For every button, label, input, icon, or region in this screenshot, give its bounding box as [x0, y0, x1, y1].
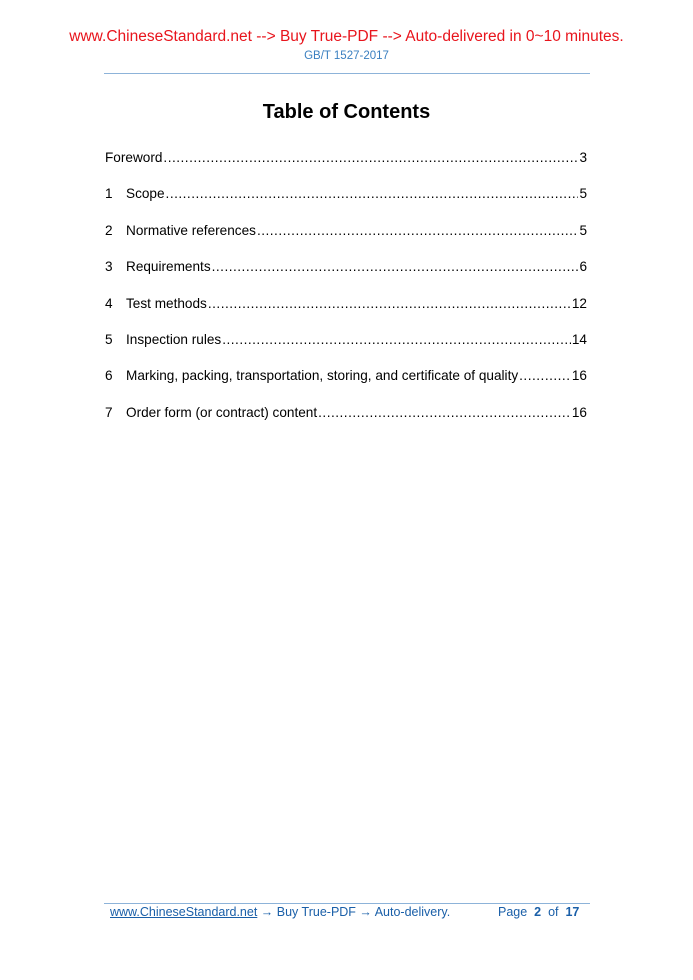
header-divider	[104, 73, 590, 74]
toc-leader-dots	[519, 368, 571, 383]
toc-entry-foreword[interactable]	[105, 150, 587, 168]
footer-tagline: → Buy True-PDF → Auto-delivery.	[257, 905, 451, 919]
toc-entry-page: 5	[579, 186, 587, 202]
toc-entry-page: 6	[579, 259, 587, 275]
page-footer	[110, 905, 580, 919]
toc-entry-order-form[interactable]	[105, 405, 587, 423]
footer-divider	[104, 903, 590, 904]
table-of-contents	[105, 150, 587, 441]
toc-entry-marking-packing[interactable]	[105, 368, 587, 386]
page-counter	[498, 905, 579, 919]
toc-entry-label: Test methods	[126, 295, 207, 311]
toc-entry-label: Order form (or contract) content	[126, 404, 318, 420]
toc-leader-dots	[318, 405, 571, 420]
toc-entry-requirements[interactable]	[105, 259, 587, 277]
toc-entry-label: Marking, packing, transportation, storing, and certificate of quality	[126, 368, 519, 384]
toc-entry-label: Foreword	[105, 150, 163, 165]
toc-entry-number: 4	[105, 295, 113, 311]
toc-entry-page: 16	[571, 404, 587, 420]
toc-entry-page: 12	[571, 295, 587, 311]
page-current: 2	[534, 905, 542, 919]
page-total: 17	[565, 905, 580, 919]
toc-leader-dots	[212, 259, 579, 274]
toc-entry-label: Normative references	[126, 222, 256, 238]
toc-entry-page: 16	[571, 368, 587, 384]
toc-entry-label: Scope	[126, 186, 165, 202]
toc-entry-page: 3	[579, 150, 587, 165]
toc-leader-dots	[257, 223, 578, 238]
toc-entry-inspection-rules[interactable]	[105, 332, 587, 350]
toc-entry-number: 1	[105, 186, 113, 202]
page-title: Table of Contents	[262, 101, 431, 123]
toc-entry-number: 5	[105, 331, 113, 347]
toc-entry-scope[interactable]	[105, 186, 587, 204]
toc-entry-normative-references[interactable]	[105, 223, 587, 241]
promo-banner[interactable]: www.ChineseStandard.net --> Buy True-PDF --> Auto-delivered in 0~10 minutes.	[69, 28, 624, 45]
toc-entry-test-methods[interactable]	[105, 296, 587, 314]
toc-leader-dots	[222, 332, 571, 347]
toc-entry-number: 7	[105, 404, 113, 420]
toc-entry-number: 3	[105, 259, 113, 275]
toc-entry-label: Requirements	[126, 259, 211, 275]
toc-entry-page: 5	[579, 222, 587, 238]
page-word: Page	[498, 905, 528, 919]
toc-leader-dots	[166, 186, 579, 201]
page-of: of	[548, 905, 559, 919]
toc-entry-number: 2	[105, 222, 113, 238]
toc-entry-page: 14	[571, 331, 587, 347]
toc-entry-number: 6	[105, 368, 113, 384]
footer-site-link[interactable]: www.ChineseStandard.net	[110, 905, 258, 919]
document-id: GB/T 1527-2017	[304, 50, 389, 62]
toc-entry-label: Inspection rules	[126, 331, 222, 347]
toc-leader-dots	[163, 150, 578, 165]
toc-leader-dots	[208, 296, 571, 311]
